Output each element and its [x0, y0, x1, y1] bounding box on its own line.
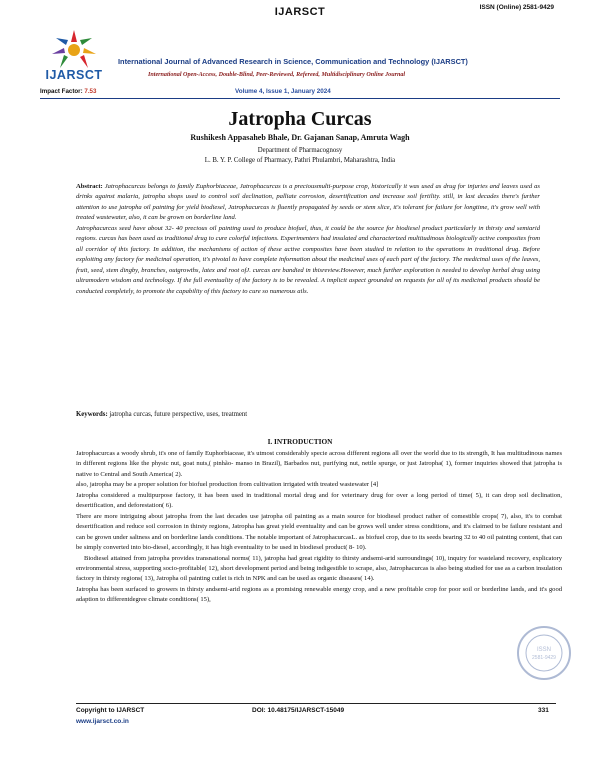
keywords-label: Keywords:	[76, 411, 108, 418]
header-rule	[40, 98, 560, 99]
keywords-text: jatropha curcas, future perspective, uses, treatment	[109, 411, 248, 418]
impact-label: Impact Factor:	[40, 88, 83, 95]
footer-url[interactable]: www.ijarsct.co.in	[76, 718, 129, 725]
impact-factor	[40, 88, 96, 95]
journal-name: IJARSCT	[274, 6, 326, 18]
abstract-label: Abstract:	[76, 183, 103, 190]
paper-authors: Rushikesh Appasaheb Bhale, Dr. Gajanan Sanap, Amruta Wagh	[190, 133, 410, 142]
section-heading-introduction: I. INTRODUCTION	[267, 437, 333, 446]
impact-value: 7.53	[84, 88, 97, 95]
intro-p2: also, jatropha may be a proper solution for biofuel production from cultivation irrigated with treated wastewater [4]	[76, 481, 379, 489]
logo-text: IJARSCT	[45, 68, 103, 82]
issn-label: ISSN (Online) 2581-9429	[479, 4, 554, 11]
svg-text:ISSN: ISSN	[536, 647, 552, 653]
abstract-p1	[76, 182, 540, 224]
intro-p4: There are more intriguing about jatropha from the last decades use jatropha oil painting as a main source for biodiesel product rather of comestible crops( 7), also, it's to combat desertification and reduce soil corrosion in thirsty regions, Jatropha has great yield eventuality and can be grows well under stress conditions, and it's claimed to be failure resistant and can be grown under saltness and on borderline lands conditions. The notable important of JatrophacurcasL. as biofuel crop, due to its seeds bearing 32 to 40 oil painting content, that can be simply converted into bio-diesel, accordingly, it has high eventuality to be used in biodiesel product( 8- 10).	[76, 512, 562, 552]
page-number: 331	[538, 707, 549, 714]
intro-p6: Jatropha has been surfaced to growers in thirsty andsemi-arid regions as a promising renewable energy crop, and a new profitable crop for poor soil or borderline lands, and it's good adaption to differentdegree climate conditions( 15),	[76, 585, 562, 604]
intro-p1: Jatrophacurcas a woody shrub, it's one of family Euphorbiaceae, it's utmost considerably specie across different regions all over the world due to its strength, It has multitudinous names in different regions like the physic nut, goat nuts,( pinhão- manso in Brazil), Barbados nut, purifying nut, nettle spurge, or just Jatropha( 1), former inquiries showed that jatropha is native to Central and South America( 2).	[76, 450, 562, 478]
svg-text:2581-9429: 2581-9429	[532, 655, 556, 661]
department: Department of Pharmacognosy	[257, 147, 343, 154]
abstract-p2: Jatrophacurcas seed have about 32- 40 precious oil painting used to produce biofuel, thus, it could be the source for biodiesel product particularly in thirsty and semiarid regions. curcas has been used as traditional drug to cure colorful infections. Experimenters had insulated and characterized multitudinous biologically active composites from all corridor of this factory. In addition, the mechanisms of action of these active composites have been studied in relation to the operations in traditional drug. Before exploiting any factory for medicinal operation, it's pivotal to have complete information about the medicinal uses of each part of the factory. The medicinal uses of the leaves, fruit, seed, stem dingby, branches, outgrowths, latex and root ofJ. curcas are bandied in thisreview.However, much further exploration is needed to develop herbal drug using ultramodern wisdom and technology. If the full eventuality of the factory is to be revealed. A implicit aspect grounded on requests for all of its medicinal products should be conducted completely, to promote the capability of this factory to cure so numerous ails.	[76, 224, 540, 295]
intro-p3: Jatropha considered a multipurpose factory, it has been used in traditional mortal drug and for veterinary drug for over a long period of time( 5), it can drop soil declination, desertification, and deforestation( 6).	[76, 491, 562, 510]
journal-stamp	[516, 625, 572, 681]
journal-subtitle: International Open-Access, Double-Blind, Peer-Reviewed, Refereed, Multidisciplinary Online Journal	[148, 72, 406, 78]
college: L. B. Y. P. College of Pharmacy, Pathri Phulambri, Maharashtra, India	[204, 157, 396, 164]
journal-full-title: International Journal of Advanced Research in Science, Communication and Technology (IJARSCT)	[118, 57, 468, 66]
intro-p5: Biodiesel attained from jatropha provides transnational norms( 11), jatropha had great rigidity to thirsty andsemi-arid surroundings( 10), inquiry for wasteland recovery, explicatory environmental stress, supporting socio-profitable( 12), short development period and being indigestible to scrape, also, Jatrophacurcas is also being studied for use as a carbon insulation factory in thirsty regions( 13), Jatropha oil painting cutlet is rich in NPK and can be used as organic diseases( 14).	[76, 554, 562, 583]
footer-rule	[76, 703, 556, 704]
logo-burst-icon	[52, 30, 96, 68]
paper-title: Jatropha Curcas	[228, 108, 372, 130]
volume-issue: Volume 4, Issue 1, January 2024	[235, 88, 331, 95]
footer-doi[interactable]: DOI: 10.48175/IJARSCT-15049	[252, 707, 345, 714]
footer-copyright: Copyright to IJARSCT	[76, 707, 145, 714]
introduction-body	[76, 449, 562, 606]
keywords	[76, 411, 247, 418]
abstract-p1-text: Jatrophacurcas belongs to family Euphorbiaceae, Jatrophacurcas is a preciousmulti-purpose crop, historically it was used as drug for injuries and leaves used as drinks against malaria, jatropha shops used to control soil declination, palliate corrosion, desertification and increase soil fertility. still, in last decades there's further attention to use jatropha oil painting for yield biodiesel, Jatrophacurcas is fluently propagated by seeds or stem slice, it's tolerant for failure for longtime, it's grow well with treated wastewater, also, it can be grown on borderline land.	[76, 183, 540, 222]
abstract	[76, 182, 540, 297]
